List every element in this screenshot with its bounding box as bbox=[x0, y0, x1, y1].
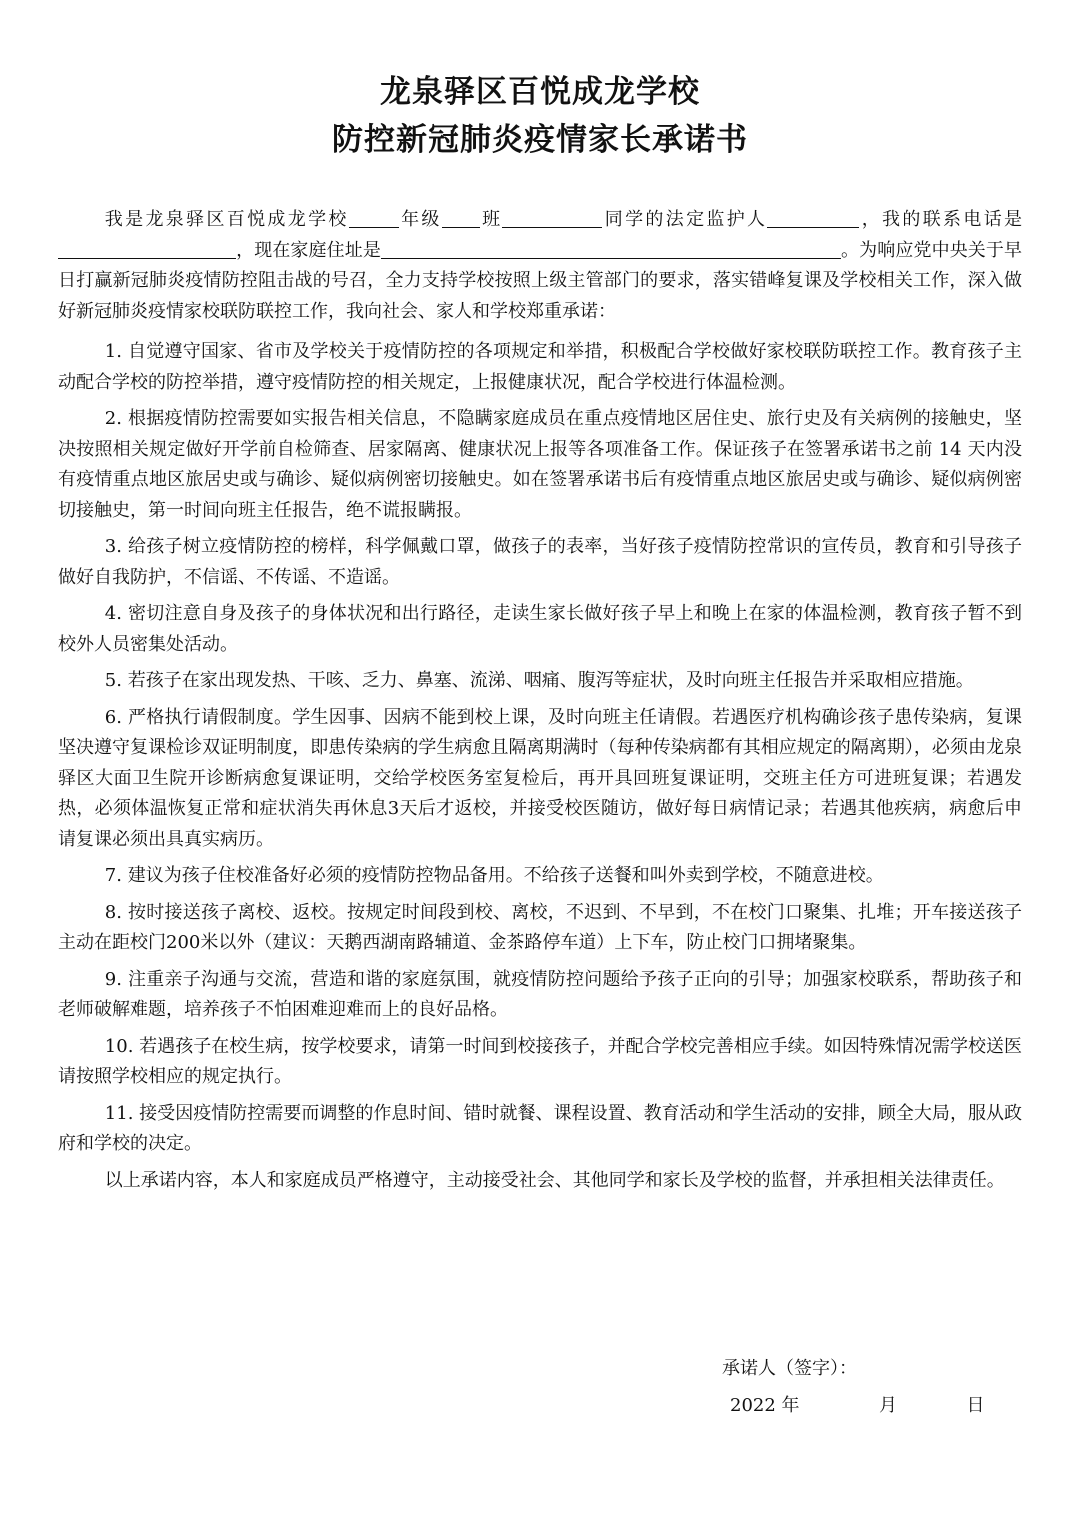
intro-paragraph bbox=[58, 205, 1022, 327]
pledge-item-7: 7. 建议为孩子住校准备好必须的疫情防控物品备用。不给孩子送餐和叫外卖到学校，不随意进校。 bbox=[104, 865, 884, 886]
class-blank[interactable] bbox=[442, 209, 480, 228]
pledge-item-8: 8. 按时接送孩子离校、返校。按规定时间段到校、离校，不迟到、不早到，不在校门口聚集、扎堆；开车接送孩子主动在距校门200米以外（建议：天鹅西湖南路辅道、金茶路停车道）上下车，防止校门口拥堵聚集。 bbox=[58, 901, 1022, 953]
pledge-item-5: 5. 若孩子在家出现发热、干咳、乏力、鼻塞、流涕、咽痛、腹泻等症状，及时向班主任报告并采取相应措施。 bbox=[104, 670, 974, 691]
address-blank[interactable] bbox=[381, 240, 841, 259]
pledge-item-2: 2. 根据疫情防控需要如实报告相关信息，不隐瞒家庭成员在重点疫情地区居住史、旅行史及有关病例的接触史，坚决按照相关规定做好开学前自检筛查、居家隔离、健康状况上报等各项准备工作。保证孩子在签署承诺书之前 14 天内没有疫情重点地区旅居史或与确诊、疑似病例密切接触史。如在签署承诺书后有疫情重点地区旅居史或与确诊、疑似病例密切接触史，第一时间向班主任报告，绝不谎报瞒报。 bbox=[58, 408, 1022, 521]
intro-text-grade: 年级 bbox=[398, 209, 442, 230]
grade-blank[interactable] bbox=[349, 209, 399, 228]
guardian-name-blank[interactable] bbox=[767, 209, 859, 228]
intro-text-phone: ，我的联系电话是 bbox=[859, 209, 1023, 230]
intro-text-class: 班 bbox=[479, 209, 503, 230]
pledge-item-1: 1. 自觉遵守国家、省市及学校关于疫情防控的各项规定和举措，积极配合学校做好家校联防联控工作。教育孩子主动配合学校的防控举措，遵守疫情防控的相关规定，上报健康状况，配合学校进行体温检测。 bbox=[58, 341, 1022, 393]
date-day: 日 bbox=[966, 1395, 985, 1416]
document-subtitle: 防控新冠肺炎疫情家长承诺书 bbox=[332, 122, 748, 158]
date-year: 2022 年 bbox=[730, 1395, 800, 1416]
signature-date bbox=[730, 1391, 984, 1417]
signature-label: 承诺人（签字）： bbox=[722, 1358, 857, 1379]
intro-text-guardian: 同学的法定监护人 bbox=[602, 209, 768, 230]
student-name-blank[interactable] bbox=[502, 209, 602, 228]
date-month: 月 bbox=[879, 1395, 897, 1416]
intro-text-pledge: 。为响应党中央关于早日打赢新冠肺炎疫情防控阻击战的号召，全力支持学校按照上级主管部门的要求，落实错峰复课及学校相关工作，深入做好新冠肺炎疫情家校联防联控工作，我向社会、家人和学校郑重承诺： bbox=[58, 239, 1023, 322]
pledge-item-6: 6. 严格执行请假制度。学生因事、因病不能到校上课，及时向班主任请假。若遇医疗机构确诊孩子患传染病，复课坚决遵守复课检诊双证明制度，即患传染病的学生病愈且隔离期满时（每种传染病都有其相应规定的隔离期），必须由龙泉驿区大面卫生院开诊断病愈复课证明，交给学校医务室复检后，再开具回班复课证明，交班主任方可进班复课；若遇发热，必须体温恢复正常和症状消失再休息3天后才返校，并接受校医随访，做好每日病情记录；若遇其他疾病，病愈后申请复课必须出具真实病历。 bbox=[58, 706, 1022, 850]
phone-blank[interactable] bbox=[58, 240, 236, 259]
intro-text-school: 我是龙泉驿区百悦成龙学校 bbox=[104, 209, 349, 230]
document-title: 龙泉驿区百悦成龙学校 bbox=[380, 74, 700, 110]
pledge-item-4: 4. 密切注意自身及孩子的身体状况和出行路径，走读生家长做好孩子早上和晚上在家的体温检测，教育孩子暂不到校外人员密集处活动。 bbox=[58, 603, 1022, 655]
pledge-item-11: 11. 接受因疫情防控需要而调整的作息时间、错时就餐、课程设置、教育活动和学生活动的安排，顾全大局，服从政府和学校的决定。 bbox=[58, 1102, 1022, 1154]
document-body bbox=[58, 205, 1022, 1202]
pledge-item-3: 3. 给孩子树立疫情防控的榜样，科学佩戴口罩，做孩子的表率，当好孩子疫情防控常识的宣传员，教育和引导孩子做好自我防护，不信谣、不传谣、不造谣。 bbox=[58, 536, 1022, 588]
intro-text-address: ，现在家庭住址是 bbox=[236, 239, 381, 261]
pledge-item-10: 10. 若遇孩子在校生病，按学校要求，请第一时间到校接孩子，并配合学校完善相应手续。如因特殊情况需学校送医请按照学校相应的规定执行。 bbox=[58, 1035, 1022, 1087]
closing-paragraph: 以上承诺内容，本人和家庭成员严格遵守，主动接受社会、其他同学和家长及学校的监督，并承担相关法律责任。 bbox=[104, 1169, 1005, 1191]
pledge-item-9: 9. 注重亲子沟通与交流，营造和谐的家庭氛围，就疫情防控问题给予孩子正向的引导；加强家校联系，帮助孩子和老师破解难题，培养孩子不怕困难迎难而上的良好品格。 bbox=[58, 968, 1022, 1020]
